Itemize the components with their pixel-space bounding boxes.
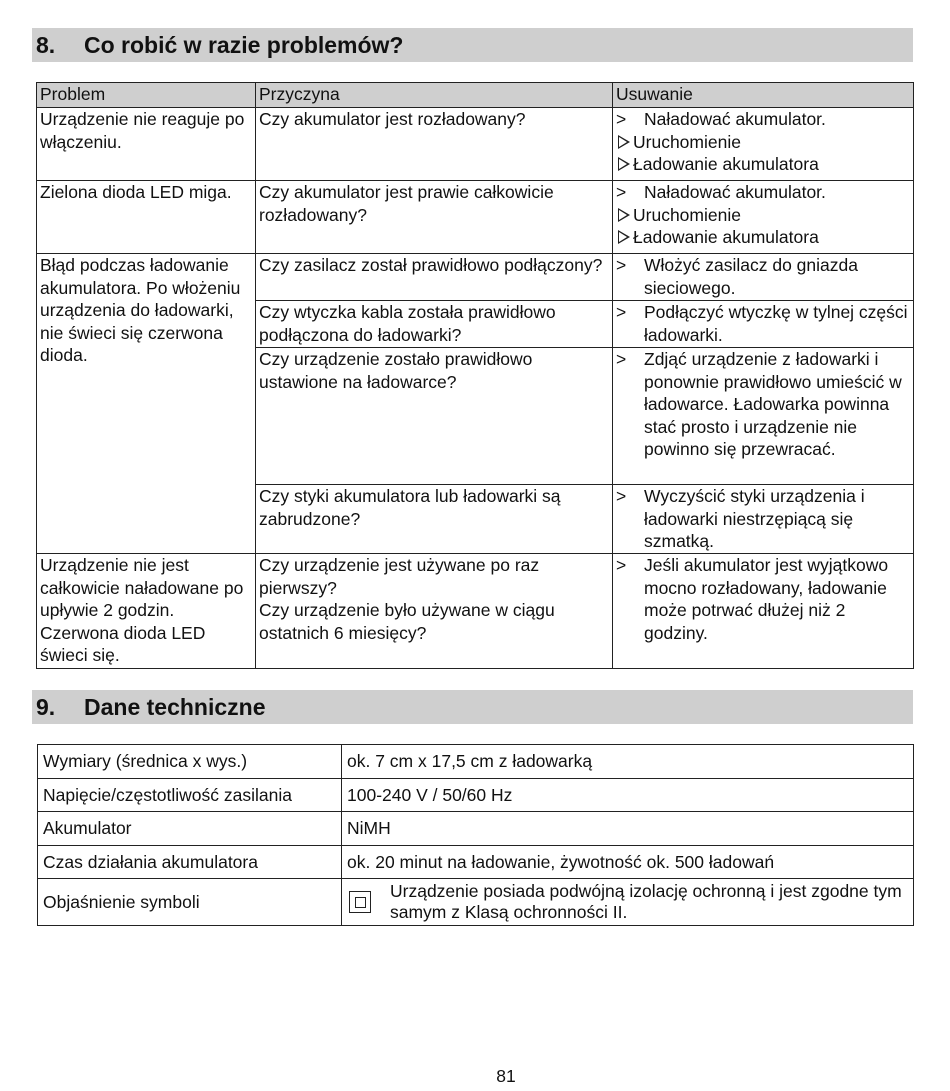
section-8-heading	[32, 28, 913, 62]
bullet-marker: >	[616, 109, 627, 129]
column-header: Usuwanie	[613, 83, 914, 108]
remedy-text: Włożyć zasilacz do gniazda sieciowego.	[644, 255, 858, 298]
table-row	[37, 254, 914, 301]
cause-text: Czy urządzenie było używane w ciągu ostatnich 6 miesięcy?	[259, 600, 555, 643]
remedy-text: Jeśli akumulator jest wyjątkowo mocno rozładowany, ładowanie może potrwać dłużej niż 2 godziny.	[644, 555, 889, 643]
table-row	[37, 181, 914, 254]
cross-reference-link[interactable]: Uruchomienie	[633, 204, 741, 225]
spec-value: ok. 20 minut na ładowanie, żywotność ok. 500 ładowań	[342, 845, 914, 879]
cross-reference-triangle-icon	[618, 135, 630, 149]
page-number: 81	[496, 1066, 516, 1086]
bullet-marker: >	[616, 486, 627, 506]
table-row	[37, 554, 914, 669]
spec-label: Czas działania akumulatora	[38, 845, 342, 879]
cause-cell	[256, 554, 613, 669]
technical-data-table	[37, 744, 914, 926]
column-header: Problem	[37, 83, 256, 108]
section-title: Dane techniczne	[84, 693, 266, 720]
cause-cell: Czy zasilacz został prawidłowo podłączony?	[256, 254, 613, 301]
remedy-cell	[613, 254, 914, 301]
table-header-row	[37, 83, 914, 108]
section-number: 9.	[36, 693, 56, 720]
bullet-marker: >	[616, 182, 627, 202]
table-row	[37, 108, 914, 181]
spec-label: Akumulator	[38, 812, 342, 846]
remedy-cell	[613, 181, 914, 254]
problem-cell: Urządzenie nie jest całkowicie naładowane po upływie 2 godzin. Czerwona dioda LED świeci się.	[37, 554, 256, 669]
cross-reference-triangle-icon	[618, 230, 630, 244]
cross-reference-link[interactable]: Uruchomienie	[633, 131, 741, 152]
spec-label: Wymiary (średnica x wys.)	[38, 745, 342, 779]
cause-cell: Czy styki akumulatora lub ładowarki są zabrudzone?	[256, 485, 613, 554]
remedy-cell	[613, 108, 914, 181]
cause-cell: Czy akumulator jest rozładowany?	[256, 108, 613, 181]
cause-cell: Czy wtyczka kabla została prawidłowo podłączona do ładowarki?	[256, 301, 613, 348]
spec-value: ok. 7 cm x 17,5 cm z ładowarką	[342, 745, 914, 779]
remedy-text: Wyczyścić styki urządzenia i ładowarki niestrzępiącą się szmatką.	[644, 486, 865, 551]
spec-value: NiMH	[342, 812, 914, 846]
table-row	[38, 812, 914, 846]
bullet-marker: >	[616, 555, 627, 575]
problem-cell: Urządzenie nie reaguje po włączeniu.	[37, 108, 256, 181]
cross-reference-triangle-icon	[618, 208, 630, 222]
cause-text: Czy urządzenie jest używane po raz pierwszy?	[259, 555, 540, 598]
remedy-cell	[613, 485, 914, 554]
spec-label: Napięcie/częstotliwość zasilania	[38, 778, 342, 812]
cause-cell: Czy urządzenie zostało prawidłowo ustawione na ładowarce?	[256, 348, 613, 485]
bullet-marker: >	[616, 349, 627, 369]
table-row	[38, 745, 914, 779]
spec-value-cell	[342, 879, 914, 926]
cross-reference-link[interactable]: Ładowanie akumulatora	[633, 154, 819, 174]
spec-value: Urządzenie posiada podwójną izolację ochronną i jest zgodne tym samym z Klasą ochronności II.	[390, 881, 902, 922]
table-row	[38, 778, 914, 812]
problem-cell: Zielona dioda LED miga.	[37, 181, 256, 254]
section-title: Co robić w razie problemów?	[84, 31, 404, 58]
cross-reference-triangle-icon	[618, 157, 630, 171]
table-row	[38, 879, 914, 926]
section-9-heading	[32, 690, 913, 724]
section-number: 8.	[36, 31, 56, 58]
troubleshooting-table	[36, 82, 914, 669]
remedy-text: Naładować akumulator.	[644, 182, 826, 202]
column-header: Przyczyna	[256, 83, 613, 108]
remedy-text: Podłączyć wtyczkę w tylnej części ładowarki.	[644, 302, 908, 345]
double-insulation-class-ii-icon	[349, 891, 371, 913]
bullet-marker: >	[616, 302, 627, 322]
spec-value: 100-240 V / 50/60 Hz	[342, 778, 914, 812]
bullet-marker: >	[616, 255, 627, 275]
cross-reference-link[interactable]: Ładowanie akumulatora	[633, 227, 819, 247]
remedy-text: Naładować akumulator.	[644, 109, 826, 129]
spec-label: Objaśnienie symboli	[38, 879, 342, 926]
remedy-cell	[613, 301, 914, 348]
remedy-cell	[613, 348, 914, 485]
cause-cell: Czy akumulator jest prawie całkowicie rozładowany?	[256, 181, 613, 254]
table-row	[38, 845, 914, 879]
problem-cell: Błąd podczas ładowanie akumulatora. Po włożeniu urządzenia do ładowarki, nie świeci się czerwona dioda.	[37, 254, 256, 554]
remedy-text: Zdjąć urządzenie z ładowarki i ponownie prawidłowo umieścić w ładowarce. Ładowarka powinna stać prosto i urządzenie nie powinno się przewracać.	[644, 349, 902, 459]
remedy-cell	[613, 554, 914, 669]
